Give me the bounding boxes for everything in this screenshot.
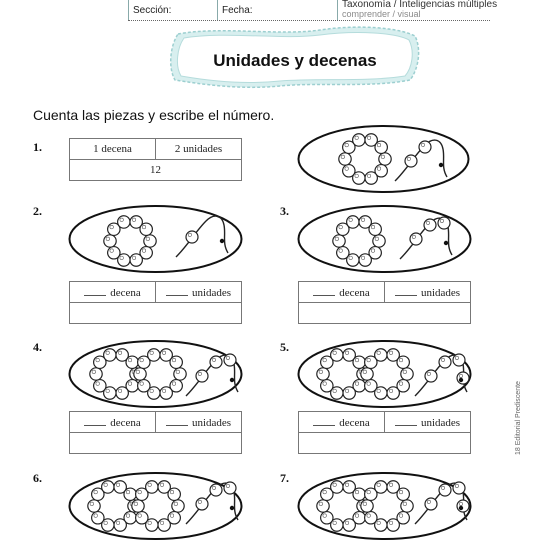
unidades-cell[interactable] <box>156 282 242 303</box>
bead <box>424 219 436 231</box>
bead <box>88 500 100 512</box>
bead <box>317 500 329 512</box>
bead <box>148 349 160 361</box>
answer-blank[interactable] <box>395 416 417 426</box>
bead <box>379 153 391 165</box>
unidades-cell: 2 unidades <box>156 139 242 160</box>
bead <box>224 354 236 366</box>
bead <box>104 349 116 361</box>
taxonomia-label: Taxonomía / Inteligencias múltiples <box>342 0 498 10</box>
bead <box>317 368 329 380</box>
instruction-text: Cuenta las piezas y escribe el número. <box>33 107 275 123</box>
bead <box>186 231 198 243</box>
bead <box>438 217 450 229</box>
place-value-table <box>69 138 242 181</box>
decena-cell[interactable] <box>299 412 385 433</box>
exercise-number: 4. <box>33 340 42 354</box>
bead-oval <box>68 340 243 408</box>
page-title: Unidades y decenas <box>213 51 377 70</box>
exercise-number: 6. <box>33 471 42 485</box>
bead <box>425 370 437 382</box>
bead-oval <box>297 472 472 540</box>
bead <box>375 349 387 361</box>
bead <box>359 254 371 266</box>
bead <box>210 356 222 368</box>
bead <box>453 354 465 366</box>
seccion-label: Sección: <box>133 5 172 16</box>
bead <box>401 368 413 380</box>
taxonomia-sub-label: comprender / visual <box>342 9 421 19</box>
bead <box>90 368 102 380</box>
bead <box>397 488 409 500</box>
bead <box>343 519 355 531</box>
bead <box>140 223 152 235</box>
bead <box>130 254 142 266</box>
answer-blank[interactable] <box>166 416 188 426</box>
answer-cell[interactable] <box>70 303 242 324</box>
bead-oval <box>68 205 243 273</box>
bead <box>405 155 417 167</box>
bead <box>425 498 437 510</box>
bead <box>419 141 431 153</box>
answer-table <box>298 411 471 454</box>
bead <box>439 356 451 368</box>
exercise-number: 5. <box>280 340 289 354</box>
bead <box>343 387 355 399</box>
exercise-number: 3. <box>280 204 289 218</box>
answer-table <box>69 281 242 324</box>
bead <box>132 500 144 512</box>
answer-table <box>298 281 471 324</box>
bead <box>321 380 333 392</box>
bead <box>114 519 126 531</box>
answer-cell[interactable] <box>70 433 242 454</box>
bead <box>126 356 138 368</box>
bead <box>170 356 182 368</box>
bead <box>172 500 184 512</box>
bead-oval <box>297 205 472 273</box>
exercise-number: 7. <box>280 471 289 485</box>
bead <box>439 484 451 496</box>
bead <box>353 134 365 146</box>
bead <box>174 368 186 380</box>
bead <box>116 387 128 399</box>
answer-blank[interactable] <box>313 416 335 426</box>
bead <box>94 380 106 392</box>
bead <box>146 481 158 493</box>
decena-label: decena <box>110 286 141 299</box>
bead <box>397 356 409 368</box>
header-divider <box>217 0 218 20</box>
bead <box>387 519 399 531</box>
answer-blank[interactable] <box>84 416 106 426</box>
bead <box>410 233 422 245</box>
decena-label: decena <box>339 286 370 299</box>
unidades-label: unidades <box>191 286 232 299</box>
bead <box>373 235 385 247</box>
header-divider <box>337 0 338 20</box>
bead <box>457 372 469 384</box>
bead <box>196 498 208 510</box>
bead <box>339 153 351 165</box>
bead <box>144 235 156 247</box>
total-cell: 12 <box>70 160 242 181</box>
unidades-cell[interactable] <box>385 412 471 433</box>
bead-oval <box>297 125 470 193</box>
bead <box>333 235 345 247</box>
bead <box>353 356 365 368</box>
bead <box>365 380 377 392</box>
bead <box>196 370 208 382</box>
answer-cell[interactable] <box>299 303 471 324</box>
bead <box>108 247 120 259</box>
publisher-side-text: 18 Editorial Prediscente <box>515 381 522 455</box>
answer-blank[interactable] <box>166 286 188 296</box>
bead <box>453 482 465 494</box>
unidades-cell[interactable] <box>385 282 471 303</box>
bead <box>369 223 381 235</box>
decena-cell[interactable] <box>70 282 156 303</box>
header-underline <box>128 20 490 21</box>
bead <box>343 165 355 177</box>
fecha-label: Fecha: <box>222 5 253 16</box>
bead <box>158 519 170 531</box>
decena-cell[interactable] <box>70 412 156 433</box>
answer-blank[interactable] <box>313 286 335 296</box>
bead <box>353 488 365 500</box>
bead <box>365 172 377 184</box>
bead <box>124 488 136 500</box>
bead <box>457 500 469 512</box>
answer-table <box>69 411 242 454</box>
unidades-label: unidades <box>191 416 232 429</box>
exercise-number: 2. <box>33 204 42 218</box>
answer-blank[interactable] <box>84 286 106 296</box>
decena-label: decena <box>339 416 370 429</box>
decena-cell[interactable] <box>299 282 385 303</box>
decena-cell: 1 decena <box>70 139 156 160</box>
bead <box>134 368 146 380</box>
bead <box>401 500 413 512</box>
bead <box>168 488 180 500</box>
bead <box>210 484 222 496</box>
bead <box>337 247 349 259</box>
bead <box>375 141 387 153</box>
bead <box>331 349 343 361</box>
bead <box>224 482 236 494</box>
bead <box>361 368 373 380</box>
bead <box>118 216 130 228</box>
bead-oval <box>297 340 472 408</box>
answer-blank[interactable] <box>395 286 417 296</box>
unidades-label: unidades <box>420 286 461 299</box>
bead <box>331 481 343 493</box>
bead-oval <box>68 472 243 540</box>
bead <box>138 380 150 392</box>
bead <box>387 387 399 399</box>
bead <box>102 481 114 493</box>
exercise-number: 1. <box>33 140 42 154</box>
bead <box>347 216 359 228</box>
answer-cell[interactable] <box>299 433 471 454</box>
bead <box>361 500 373 512</box>
bead <box>160 387 172 399</box>
unidades-cell[interactable] <box>156 412 242 433</box>
bead <box>104 235 116 247</box>
bead <box>375 481 387 493</box>
header-divider <box>128 0 129 20</box>
decena-label: decena <box>110 416 141 429</box>
unidades-label: unidades <box>420 416 461 429</box>
